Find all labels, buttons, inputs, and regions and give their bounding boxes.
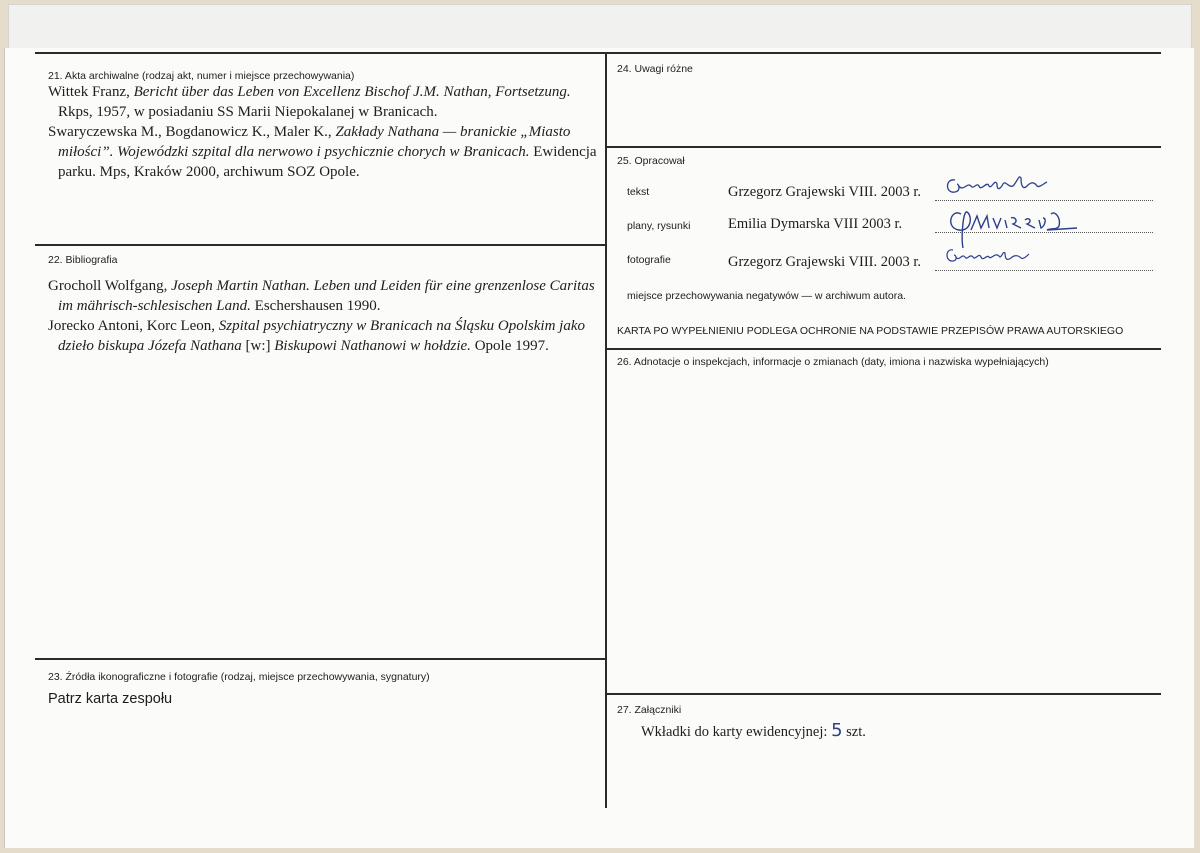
section-27-value: Wkładki do karty ewidencyjnej: 5 szt. <box>641 720 866 741</box>
section-24-label: 24. Uwagi różne <box>617 63 693 75</box>
plany-value: Emilia Dymarska VIII 2003 r. <box>728 216 903 232</box>
tekst-label: tekst <box>627 186 650 198</box>
rule-25-26 <box>605 348 1161 350</box>
section-21-label: 21. Akta archiwalne (rodzaj akt, numer i miejsce przechowywania) <box>48 70 355 82</box>
bibliography-entry-grocholl: Grocholl Wolfgang, Joseph Martin Nathan. Leben und Leiden für eine grenzenlose Caritas im mährisch-schlesischen Land. Eschershausen 1990. <box>48 278 595 314</box>
section-23-label: 23. Źródła ikonograficzne i fotografie (rodzaj, miejsce przechowywania, sygnatury) <box>48 671 430 683</box>
negatives-storage: miejsce przechowywania negatywów — w archiwum autora. <box>627 290 906 302</box>
section-26-label: 26. Adnotacje o inspekcjach, informacje o zmianach (daty, imiona i nazwiska wypełniających) <box>617 356 1049 368</box>
section-21-entries <box>48 82 600 182</box>
section-22-entries <box>48 276 600 356</box>
fotografie-value: Grzegorz Grajewski VIII. 2003 r. <box>728 254 922 270</box>
rule-22-23 <box>35 658 605 660</box>
section-25-label: 25. Opracował <box>617 155 685 167</box>
attachment-count: 5 <box>831 720 843 741</box>
tekst-value: Grzegorz Grajewski VIII. 2003 r. <box>728 184 922 200</box>
archive-entry-swaryczewska: Swaryczewska M., Bogdanowicz K., Maler K., Zakłady Nathana — branickie „Miasto miłości”. Wojewódzki szpital dla nerwowo i psychicznie chorych w Branicach. Ewidencja parku. Mps, Kraków 2000, archiwum SOZ Opole. <box>48 124 597 180</box>
rule-21-22 <box>35 244 605 246</box>
archive-entry-wittek: Wittek Franz, Bericht über das Leben von Excellenz Bischof J.M. Nathan, Fortsetzung. Rkps, 1957, w posiadaniu SS Marii Niepokalanej w Branicach. <box>48 84 571 120</box>
plany-label: plany, rysunki <box>627 220 691 232</box>
fotografie-signature <box>943 244 1033 277</box>
top-rule <box>35 52 1161 54</box>
fotografie-label: fotografie <box>627 254 671 266</box>
section-22-label: 22. Bibliografia <box>48 254 118 266</box>
rule-24-25 <box>605 146 1161 148</box>
copyright-notice: KARTA PO WYPEŁNIENIU PODLEGA OCHRONIE NA PODSTAWIE PRZEPISÓW PRAWA AUTORSKIEGO <box>617 325 1124 337</box>
rule-26-27 <box>605 693 1161 695</box>
bibliography-entry-jorecko: Jorecko Antoni, Korc Leon, Szpital psychiatryczny w Branicach na Śląsku Opolskim jako dzieło biskupa Józefa Nathana [w:] Biskupowi Nathanowi w hołdzie. Opole 1997. <box>48 318 585 354</box>
record-card <box>4 48 1194 848</box>
top-strip <box>8 4 1192 50</box>
section-27-label: 27. Załączniki <box>617 704 682 716</box>
section-23-value: Patrz karta zespołu <box>48 691 173 707</box>
